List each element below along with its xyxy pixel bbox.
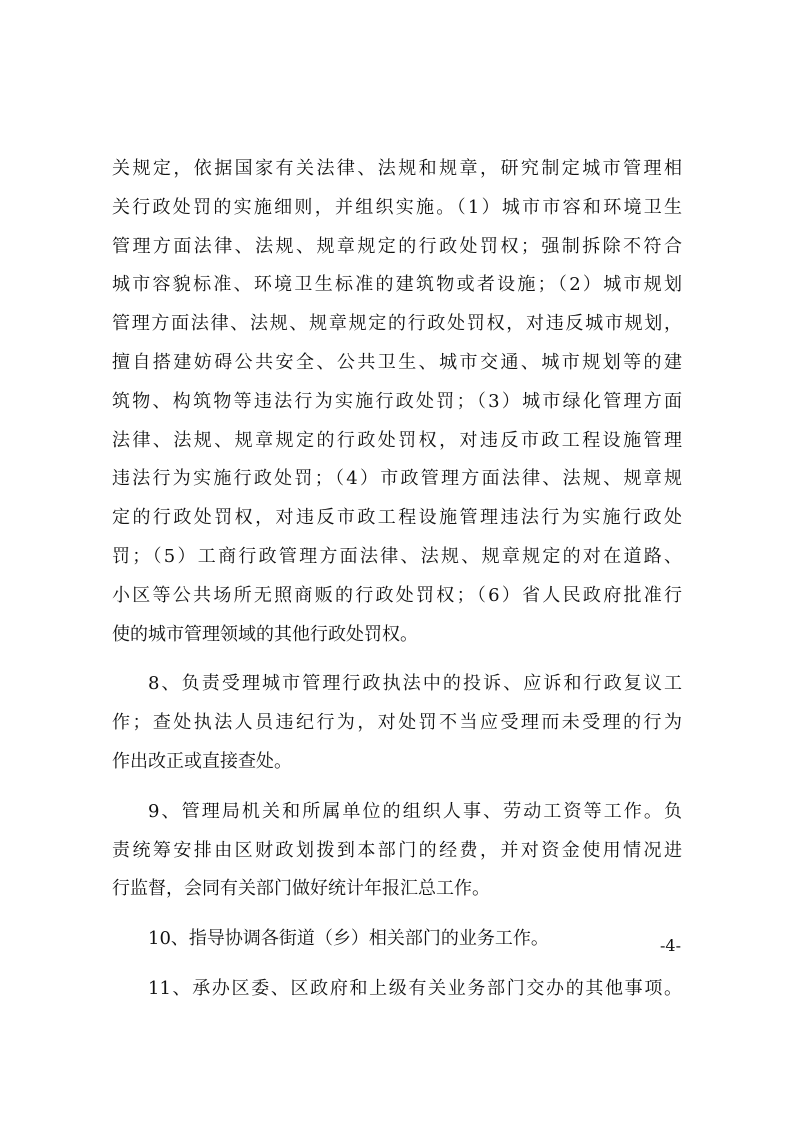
text-line: 作出改正或直接查处。 — [112, 750, 292, 772]
text-line: 定的行政处罚权，对违反市政工程设施管理违法行为实施行政处 — [112, 507, 682, 529]
page-number: -4- — [660, 936, 681, 955]
text-line: 罚；（5）工商行政管理方面法律、法规、规章规定的对在道路、 — [112, 545, 682, 567]
paragraph-8 — [112, 665, 682, 781]
body-text — [112, 150, 682, 1009]
paragraph-gap — [112, 959, 682, 970]
text-line: 关规定，依据国家有关法律、法规和规章，研究制定城市管理相 — [112, 158, 682, 179]
text-line: 使的城市管理领域的其他行政处罚权。 — [112, 623, 418, 645]
paragraph-gap — [112, 654, 682, 665]
text-line: 法律、法规、规章规定的行政处罚权，对违反市政工程设施管理 — [112, 429, 682, 451]
text-line: 管理方面法律、法规、规章规定的行政处罚权；强制拆除不符合 — [112, 235, 682, 257]
text-line: 小区等公共场所无照商贩的行政处罚权；（6）省人民政府批准行 — [112, 584, 682, 606]
text-line: 8、负责受理城市管理行政执法中的投诉、应诉和行政复议工 — [148, 673, 682, 695]
text-line: 行监督，会同有关部门做好统计年报汇总工作。 — [112, 878, 490, 900]
text-line: 关行政处罚的实施细则，并组织实施。（1）城市市容和环境卫生 — [112, 196, 682, 218]
paragraph-7-continued — [112, 150, 682, 654]
text-line: 责统筹安排由区财政划拨到本部门的经费，并对资金使用情况进 — [112, 839, 682, 861]
text-line: 11、承办区委、区政府和上级有关业务部门交办的其他事项。 — [148, 977, 682, 999]
paragraph-11 — [112, 970, 682, 1009]
paragraph-gap — [112, 782, 682, 793]
text-line: 违法行为实施行政处罚；（4）市政管理方面法律、法规、规章规 — [112, 468, 682, 490]
paragraph-9 — [112, 793, 682, 909]
text-line: 筑物、构筑物等违法行为实施行政处罚；（3）城市绿化管理方面 — [112, 390, 682, 412]
paragraph-10 — [112, 920, 682, 959]
text-line: 9、管理局机关和所属单位的组织人事、劳动工资等工作。负 — [148, 800, 682, 822]
text-line: 擅自搭建妨碍公共安全、公共卫生、城市交通、城市规划等的建 — [112, 351, 682, 373]
paragraph-gap — [112, 909, 682, 920]
text-line: 城市容貌标准、环境卫生标准的建筑物或者设施；（2）城市规划 — [112, 274, 682, 296]
text-line: 10、指导协调各街道（乡）相关部门的业务工作。 — [148, 928, 549, 950]
text-line: 管理方面法律、法规、规章规定的行政处罚权，对违反城市规划， — [112, 313, 682, 335]
text-line: 作；查处执法人员违纪行为，对处罚不当应受理而未受理的行为 — [112, 712, 682, 734]
